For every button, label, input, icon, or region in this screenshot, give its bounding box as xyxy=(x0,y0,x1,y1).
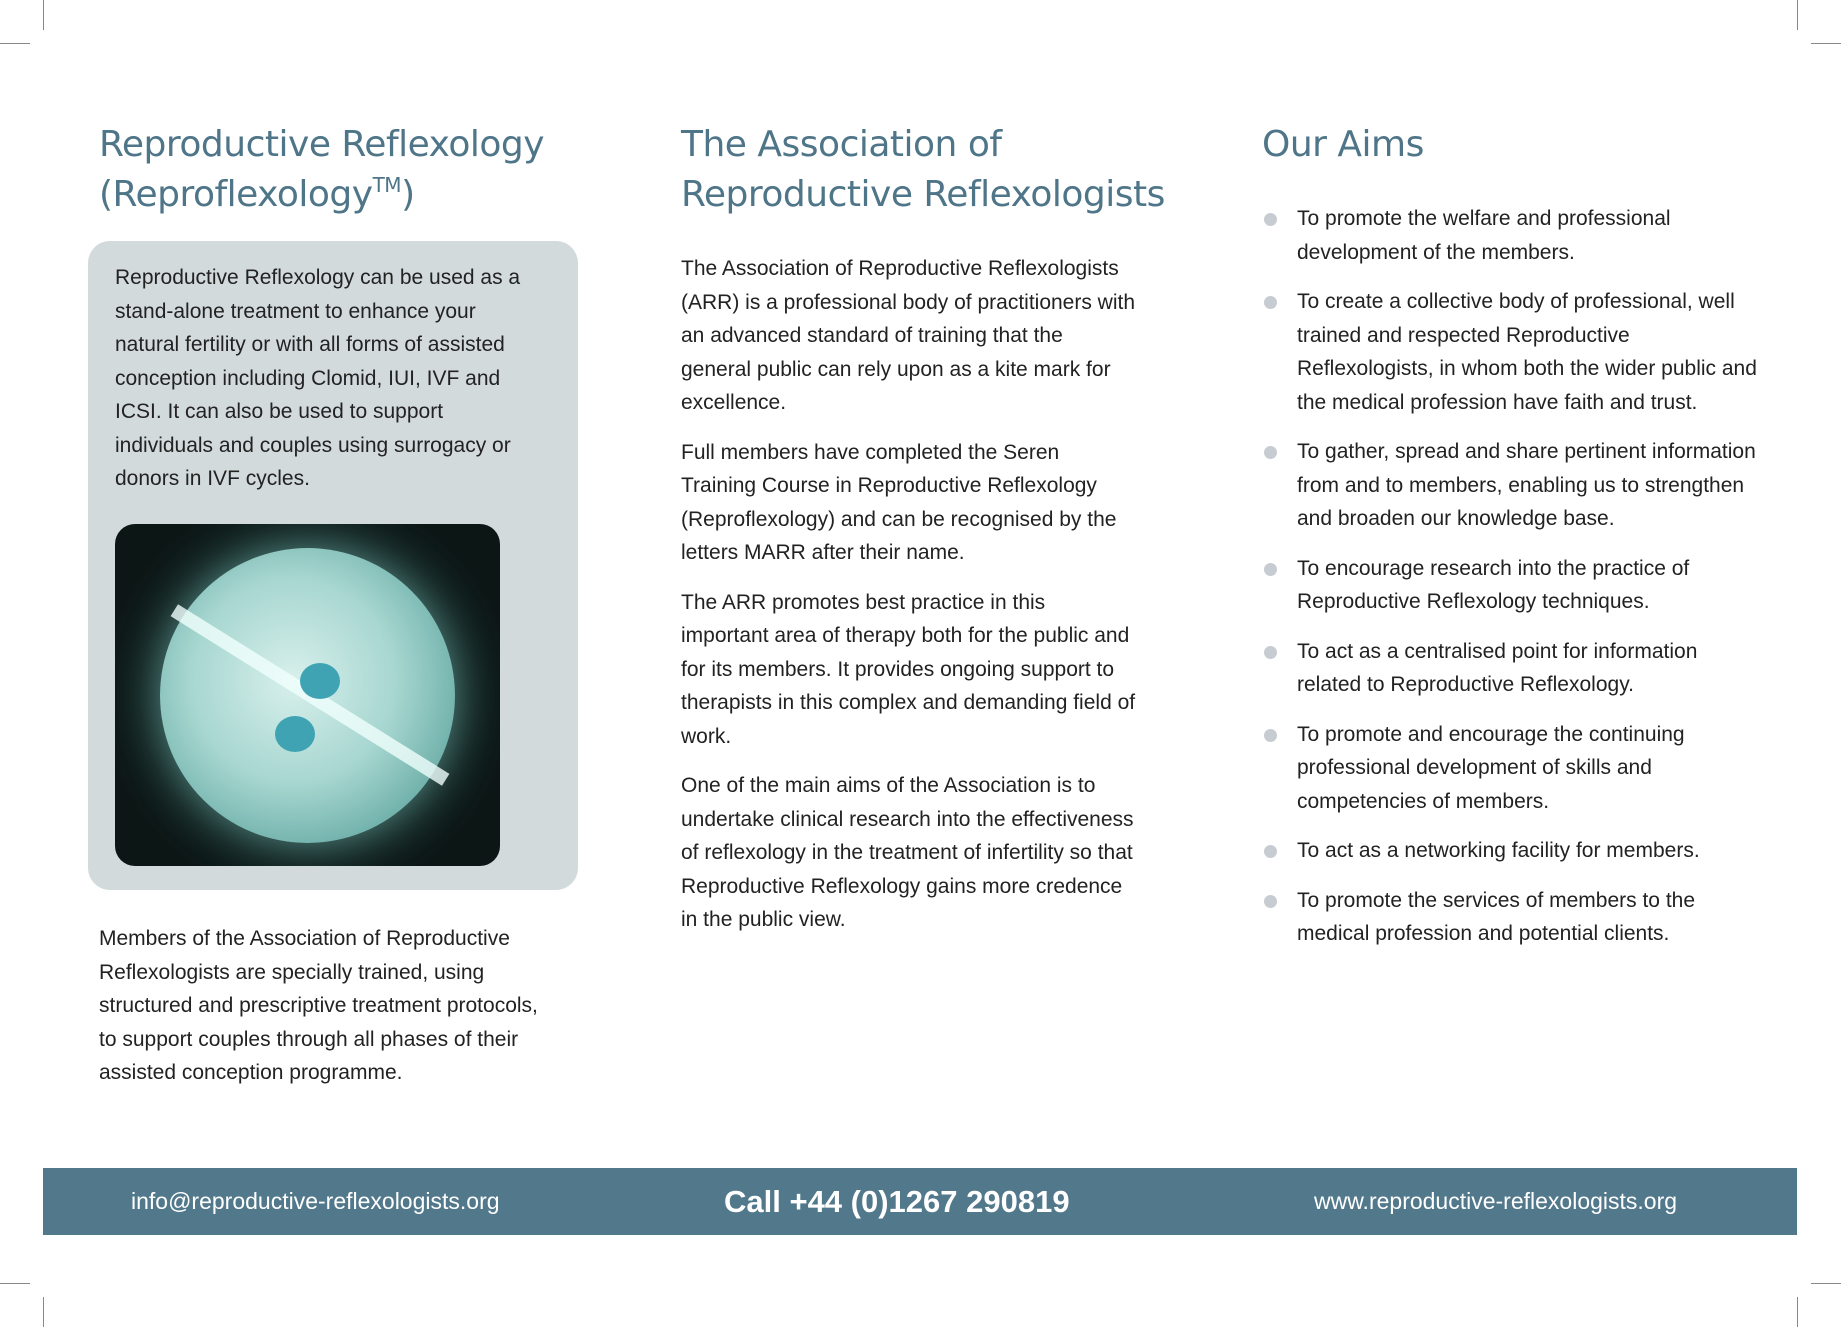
aim-item xyxy=(1262,552,1762,619)
crop-mark xyxy=(1797,1297,1798,1327)
embryo-image xyxy=(115,524,500,866)
trademark: TM xyxy=(372,173,402,197)
aim-item xyxy=(1262,635,1762,702)
members-text: Members of the Association of Reproductive Reflexologists are specially trained, using structured and prescriptive treatment protocols, to support couples through all phases of their assisted conception programme. xyxy=(99,927,538,1084)
crop-mark xyxy=(1797,0,1798,30)
nucleus xyxy=(300,663,340,699)
embryo-cell xyxy=(160,548,455,843)
phone-number[interactable]: Call +44 (0)1267 290819 xyxy=(724,1184,1070,1219)
aim-item xyxy=(1262,718,1762,819)
bullet-icon xyxy=(1264,213,1277,226)
website-link[interactable]: www.reproductive-reflexologists.org xyxy=(1314,1188,1678,1214)
aims-heading: Our Aims xyxy=(1262,124,1424,165)
paragraph: The Association of Reproductive Reflexologists (ARR) is a professional body of practitioners with an advanced standard of training that the general public can rely upon as a kite mark for excellence. xyxy=(681,257,1136,414)
heading-line: (Reproflexology xyxy=(99,174,373,215)
paragraph: One of the main aims of the Association is to undertake clinical research into the effectiveness of reflexology in the treatment of infertility so that Reproductive Reflexology gains more credence in the public view. xyxy=(681,774,1134,931)
crop-mark xyxy=(43,1297,44,1327)
crop-mark xyxy=(0,43,30,44)
aim-text: To promote the services of members to the medical profession and potential clients. xyxy=(1297,888,1696,945)
bullet-icon xyxy=(1264,446,1277,459)
aim-item xyxy=(1262,435,1762,536)
aim-text: To encourage research into the practice of Reproductive Reflexology techniques. xyxy=(1297,556,1690,613)
paragraph: Full members have completed the Seren Training Course in Reproductive Reflexology (Reproflexology) and can be recognised by the letters MARR after their name. xyxy=(681,440,1117,564)
aim-item xyxy=(1262,285,1762,419)
crop-mark xyxy=(43,0,44,30)
aim-text: To promote and encourage the continuing professional development of skills and competencies of members. xyxy=(1297,722,1685,813)
paragraph: The ARR promotes best practice in this important area of therapy both for the public and for its members. It provides ongoing support to therapists in this complex and demanding field of work. xyxy=(681,590,1136,748)
email-link[interactable]: info@reproductive-reflexologists.org xyxy=(131,1188,500,1214)
reproflexology-heading xyxy=(99,120,544,220)
aim-text: To act as a centralised point for information related to Reproductive Reflexology. xyxy=(1297,639,1698,696)
crop-mark xyxy=(1811,1283,1841,1284)
aim-item xyxy=(1262,202,1762,269)
intro-text: Reproductive Reflexology can be used as a stand-alone treatment to enhance your natural fertility or with all forms of assisted conception including Clomid, IUI, IVF and ICSI. It can also be used to support individuals and couples using surrogacy or donors in IVF cycles. xyxy=(115,266,521,490)
bullet-icon xyxy=(1264,563,1277,576)
aim-text: To create a collective body of professional, well trained and respected Reproductive Reflexologists, in whom both the wider public and the medical profession have faith and trust. xyxy=(1297,290,1757,414)
crop-mark xyxy=(0,1283,30,1284)
aim-item xyxy=(1262,884,1762,951)
aim-item xyxy=(1262,834,1762,868)
heading-line: Reproductive Reflexologists xyxy=(681,174,1165,215)
crop-mark xyxy=(1811,43,1841,44)
bullet-icon xyxy=(1264,646,1277,659)
aim-text: To promote the welfare and professional development of the members. xyxy=(1297,207,1671,264)
association-heading xyxy=(681,120,1165,220)
aim-text: To act as a networking facility for members. xyxy=(1297,839,1700,862)
contact-footer xyxy=(43,1168,1797,1235)
heading-line: Reproductive Reflexology xyxy=(99,124,545,165)
heading-line: The Association of xyxy=(681,124,1002,165)
association-text xyxy=(681,252,1136,953)
bullet-icon xyxy=(1264,296,1277,309)
nucleus xyxy=(275,716,315,752)
aim-text: To gather, spread and share pertinent information from and to members, enabling us to strengthen and broaden our knowledge base. xyxy=(1297,440,1756,530)
heading-close: ) xyxy=(401,174,415,215)
aims-list xyxy=(1262,202,1762,967)
bullet-icon xyxy=(1264,895,1277,908)
bullet-icon xyxy=(1264,845,1277,858)
bullet-icon xyxy=(1264,729,1277,742)
